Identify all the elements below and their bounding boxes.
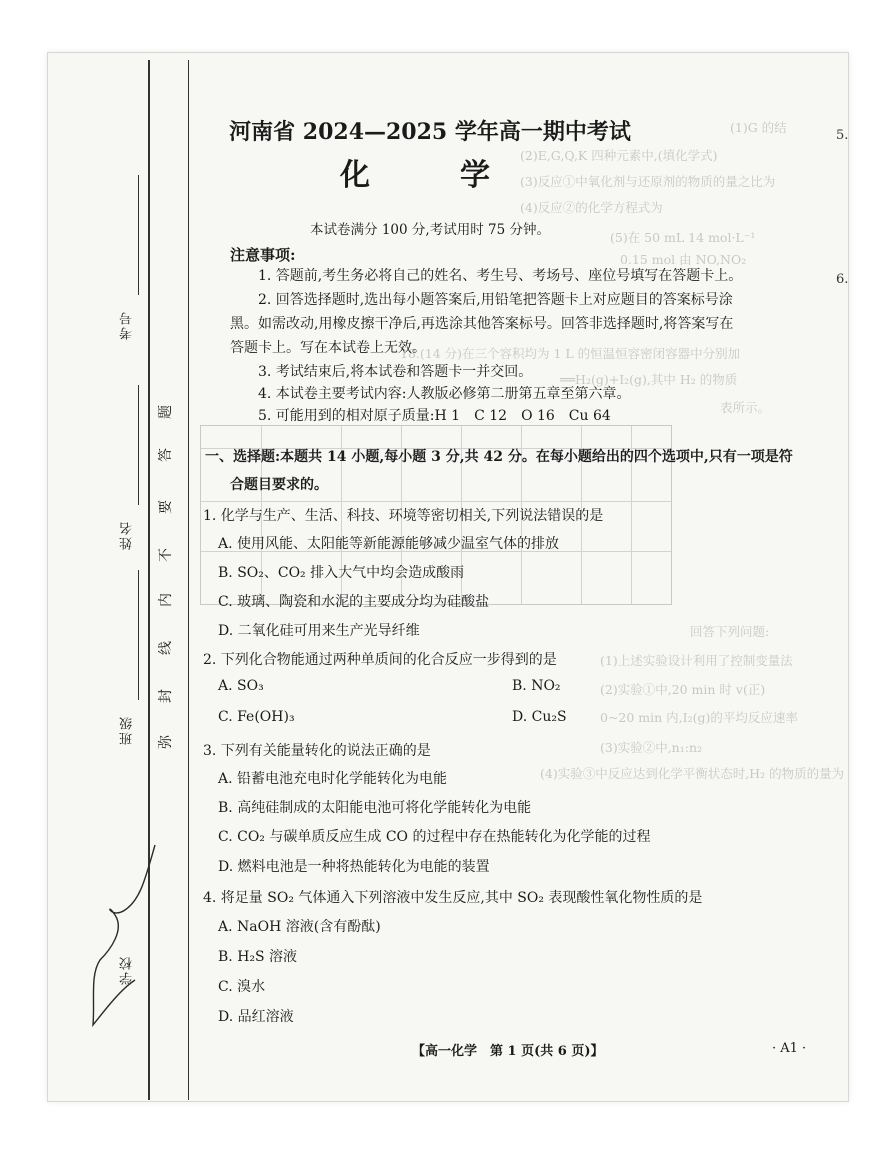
bleed-line: 0.15 mol 由 NO,NO₂ bbox=[620, 252, 747, 267]
seal-char: 内 bbox=[158, 593, 174, 607]
binding-line-inner bbox=[188, 60, 189, 1100]
name-field-line[interactable] bbox=[138, 385, 139, 505]
question-3-option-c[interactable]: C. CO₂ 与碳单质反应生成 CO 的过程中存在热能转化为化学能的过程 bbox=[218, 829, 651, 845]
question-3-option-b[interactable]: B. 高纯硅制成的太阳能电池可将化学能转化为电能 bbox=[218, 800, 532, 816]
question-2-option-c[interactable]: C. Fe(OH)₃ bbox=[218, 709, 295, 725]
name-label: 姓名 bbox=[120, 520, 135, 550]
margin-number: 6. bbox=[836, 272, 849, 287]
bleed-line: (1)上述实验设计利用了控制变量法 bbox=[600, 653, 793, 668]
bleed-line: (2)实验①中,20 min 时 v(正) bbox=[600, 682, 766, 697]
bleed-line: (5)在 50 mL 14 mol·L⁻¹ bbox=[610, 230, 756, 245]
bleed-line: 0~20 min 内,I₂(g)的平均反应速率 bbox=[600, 710, 798, 725]
note-item: 答题卡上。写在本试卷上无效。 bbox=[230, 340, 426, 356]
subject-title: 化 学 bbox=[340, 158, 520, 193]
note-item: 4. 本试卷主要考试内容:人教版必修第二册第五章至第六章。 bbox=[258, 386, 631, 402]
question-2-option-d[interactable]: D. Cu₂S bbox=[512, 709, 567, 725]
bleed-line: 18.(14 分)在三个容积均为 1 L 的恒温恒容密闭容器中分别加 bbox=[400, 346, 741, 361]
seal-char: 题 bbox=[158, 405, 174, 419]
bleed-line: (3)实验②中,n₁:n₂ bbox=[600, 740, 703, 755]
note-item: 3. 考试结束后,将本试卷和答题卡一并交回。 bbox=[258, 364, 533, 380]
bleed-line: (2)E,G,Q,K 四种元素中,(填化学式) bbox=[520, 148, 718, 163]
class-label: 班级 bbox=[120, 715, 135, 745]
exam-no-label: 考号 bbox=[120, 310, 135, 340]
seal-char: 弥 bbox=[158, 735, 174, 749]
page-footer: 【高一化学 第 1 页(共 6 页)】 bbox=[412, 1044, 604, 1059]
class-field-line[interactable] bbox=[138, 570, 139, 700]
question-3-option-a[interactable]: A. 铅蓄电池充电时化学能转化为电能 bbox=[218, 771, 448, 787]
question-4-option-a[interactable]: A. NaOH 溶液(含有酚酞) bbox=[218, 919, 381, 935]
question-4-option-b[interactable]: B. H₂S 溶液 bbox=[218, 949, 298, 965]
question-1-option-b[interactable]: B. SO₂、CO₂ 排入大气中均会造成酸雨 bbox=[218, 565, 465, 581]
school-label: 学校 bbox=[120, 955, 135, 985]
question-2-stem: 2. 下列化合物能通过两种单质间的化合反应一步得到的是 bbox=[203, 652, 557, 668]
question-4-option-d[interactable]: D. 品红溶液 bbox=[218, 1009, 294, 1025]
bleed-line: 回答下列问题: bbox=[690, 624, 770, 639]
bleed-line: (1)G 的结 bbox=[730, 120, 787, 135]
note-item: 黑。如需改动,用橡皮擦干净后,再选涂其他答案标号。回答非选择题时,将答案写在 bbox=[230, 316, 734, 332]
notes-heading: 注意事项: bbox=[230, 246, 296, 264]
bleed-line: 表所示。 bbox=[720, 400, 771, 415]
exam-title: 河南省 2024—2025 学年高一期中考试 bbox=[229, 119, 631, 145]
question-2-option-a[interactable]: A. SO₃ bbox=[218, 678, 264, 694]
section-heading-line: 一、选择题:本题共 14 小题,每小题 3 分,共 42 分。在每小题给出的四个选项中,只有一项是符 bbox=[205, 449, 793, 465]
paper-tag: · A1 · bbox=[772, 1041, 807, 1056]
note-item: 2. 回答选择题时,选出每小题答案后,用铅笔把答题卡上对应题目的答案标号涂 bbox=[258, 292, 733, 308]
question-4-option-c[interactable]: C. 溴水 bbox=[218, 979, 266, 995]
margin-number: 5. bbox=[836, 128, 849, 143]
question-1-option-c[interactable]: C. 玻璃、陶瓷和水泥的主要成分均为硅酸盐 bbox=[218, 594, 490, 610]
question-3-option-d[interactable]: D. 燃料电池是一种将热能转化为电能的装置 bbox=[218, 859, 490, 875]
question-1-stem: 1. 化学与生产、生活、科技、环境等密切相关,下列说法错误的是 bbox=[203, 508, 604, 524]
question-2-option-b[interactable]: B. NO₂ bbox=[512, 678, 561, 694]
handwriting-scribble bbox=[85, 840, 165, 1040]
question-1-option-a[interactable]: A. 使用风能、太阳能等新能源能够减少温室气体的排放 bbox=[218, 536, 560, 552]
question-4-stem: 4. 将足量 SO₂ 气体通入下列溶液中发生反应,其中 SO₂ 表现酸性氧化物性质的是 bbox=[203, 890, 703, 906]
question-1-option-d[interactable]: D. 二氧化硅可用来生产光导纤维 bbox=[218, 623, 420, 639]
seal-char: 答 bbox=[158, 448, 174, 462]
bleed-line: (4)实验③中反应达到化学平衡状态时,H₂ 的物质的量为 bbox=[540, 766, 845, 781]
note-item: 1. 答题前,考生务必将自己的姓名、考生号、考场号、座位号填写在答题卡上。 bbox=[258, 268, 743, 284]
note-item: 5. 可能用到的相对原子质量:H 1 C 12 O 16 Cu 64 bbox=[258, 408, 611, 424]
seal-char: 封 bbox=[158, 689, 174, 703]
exam-no-field-line[interactable] bbox=[138, 175, 139, 295]
section-heading bbox=[205, 443, 795, 499]
question-3-stem: 3. 下列有关能量转化的说法正确的是 bbox=[203, 743, 431, 759]
bleed-line: (3)反应①中氧化剂与还原剂的物质的量之比为 bbox=[520, 174, 776, 189]
seal-char: 要 bbox=[158, 500, 174, 514]
exam-info: 本试卷满分 100 分,考试用时 75 分钟。 bbox=[310, 222, 550, 238]
bleed-line: (4)反应②的化学方程式为 bbox=[520, 200, 663, 215]
seal-char: 不 bbox=[158, 548, 174, 562]
bleed-line: ══H₂(g)+I₂(g),其中 H₂ 的物质 bbox=[560, 372, 738, 387]
seal-char: 线 bbox=[158, 641, 174, 655]
section-heading-line: 合题目要求的。 bbox=[230, 477, 328, 493]
